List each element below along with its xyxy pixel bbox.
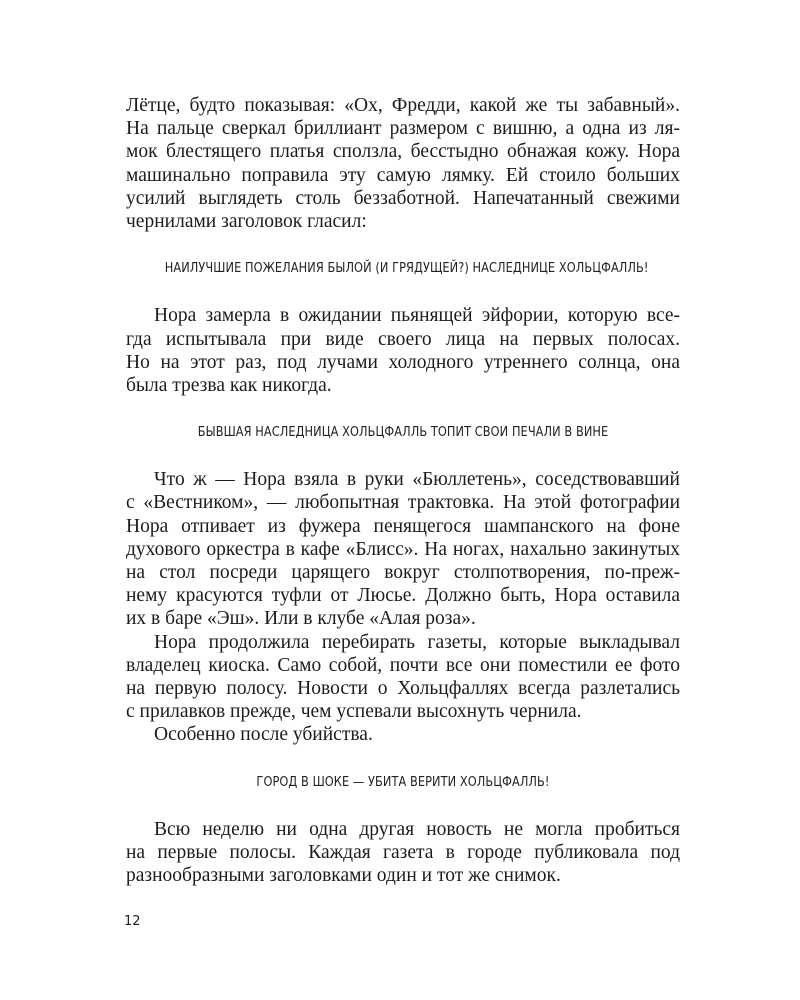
text-line: Лётце, будто показывая: «Ох, Фредди, какой же ты забавный».	[126, 95, 680, 116]
text-line: На пальце сверкал бриллиант размером с вишню, а одна из ля-	[126, 118, 680, 140]
text-line: на первые полосы. Каждая газета в городе публиковала под	[126, 841, 680, 863]
text-line: машинально поправила эту самую лямку. Ей стоило больших	[126, 164, 680, 186]
page-body	[126, 94, 680, 887]
text-line: гда испытывала при виде своего лица на первых полосах.	[126, 328, 680, 350]
text-line: с «Вестником», — любопытная трактовка. На этой фотографии	[126, 492, 680, 514]
text-line: мок блестящего платья сползла, бесстыдно обнажая кожу. Нора	[126, 141, 680, 163]
paragraph	[126, 94, 680, 233]
text-line: усилий выглядеть столь беззаботной. Напечатанный свежими	[126, 187, 680, 209]
text-line: на стол посреди царящего вокруг столпотворения, по-преж-	[126, 562, 680, 583]
text-line: их в баре «Эш». Или в клубе «Алая роза».	[126, 608, 476, 630]
text-line: Всю неделю ни одна другая новость не могла пробиться	[154, 818, 680, 840]
text-line: Нора отпивает из фужера пенящегося шампанского на фоне	[126, 515, 680, 537]
text-line: на первую полосу. Новости о Хольцфаллях всегда разлетались	[126, 677, 680, 699]
paragraph	[126, 631, 680, 724]
text-line: духового оркестра в кафе «Блисс». На ногах, нахально закинутых	[126, 538, 680, 560]
text-line: Нора продолжила перебирать газеты, которые выкладывал	[154, 631, 680, 653]
newspaper-headline: БЫВШАЯ НАСЛЕДНИЦА ХОЛЬЦФАЛЛЬ ТОПИТ СВОИ ПЕЧАЛИ В ВИНЕ	[197, 425, 609, 441]
text-line: Нора замерла в ожидании пьянящей эйфории, которую все-	[154, 305, 680, 327]
newspaper-headline: НАИЛУЧШИЕ ПОЖЕЛАНИЯ БЫЛОЙ (И ГРЯДУЩЕЙ?) НАСЛЕДНИЦЕ ХОЛЬЦФАЛЛЬ!	[164, 261, 649, 277]
paragraph	[126, 818, 680, 888]
text-line: Что ж — Нора взяла в руки «Бюллетень», соседствовавший	[154, 469, 680, 491]
page-number: 12	[124, 914, 141, 929]
text-line: с прилавков прежде, чем успевали высохнуть чернила.	[126, 701, 582, 723]
text-line: Особенно после убийства.	[154, 724, 373, 746]
text-line: была трезва как никогда.	[126, 374, 332, 396]
text-line: разнообразными заголовками один и тот же снимок.	[126, 865, 561, 887]
paragraph	[126, 723, 680, 746]
text-line: чернилами заголовок гласил:	[126, 210, 367, 232]
paragraph	[126, 468, 680, 630]
newspaper-headline: ГОРОД В ШОКЕ — УБИТА ВЕРИТИ ХОЛЬЦФАЛЛЬ!	[256, 774, 550, 790]
text-line: нему красуются туфли от Люсье. Должно быть, Нора оставила	[126, 585, 680, 607]
paragraph	[126, 304, 680, 397]
text-line: владелец киоска. Само собой, почти все они поместили ее фото	[126, 654, 680, 676]
text-line: Но на этот раз, под лучами холодного утреннего солнца, она	[126, 351, 680, 373]
